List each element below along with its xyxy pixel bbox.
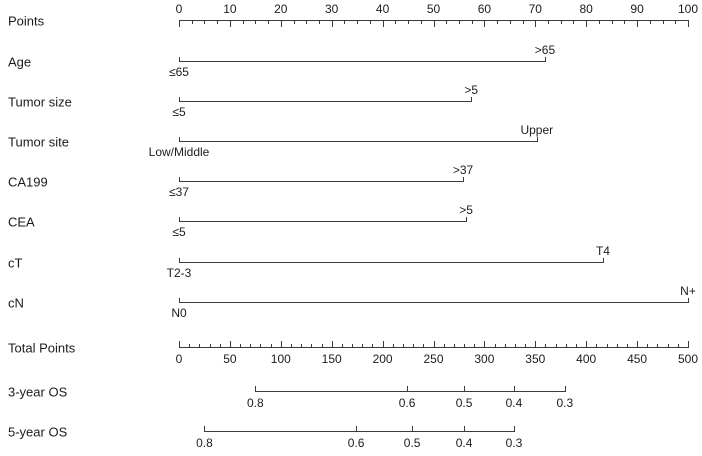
axis-tick-total-points: [352, 344, 353, 347]
prob-tick-os5: [514, 426, 515, 431]
axis-tick-points: [548, 21, 549, 24]
axis-tick-total-points: [383, 341, 384, 347]
axis-tick-total-points: [586, 341, 587, 347]
axis-tick-total-points: [678, 344, 679, 347]
cat-label-high-ct: T4: [595, 244, 610, 258]
axis-tick-points: [688, 21, 689, 27]
axis-tick-points: [624, 21, 625, 24]
prob-tick-os3: [407, 386, 408, 391]
cat-tick-age: [545, 57, 546, 61]
cat-tick-tumor-site: [537, 137, 538, 141]
axis-tick-total-points: [576, 344, 577, 347]
cat-label-high-tumor-site: Upper: [520, 123, 554, 137]
row-label-ct: cT: [8, 255, 23, 271]
cat-label-high-ca199: >37: [452, 163, 474, 177]
prob-tick-label-os3: 0.8: [247, 396, 264, 410]
prob-tick-os5: [464, 426, 465, 431]
axis-tick-label-total-points: 200: [372, 352, 393, 366]
axis-tick-label-points: 90: [630, 2, 644, 16]
axis-tick-points: [599, 21, 600, 24]
axis-tick-label-points: 50: [426, 2, 441, 16]
row-label-tumor-site: Tumor site: [8, 134, 69, 150]
prob-tick-label-os5: 0.4: [455, 436, 473, 450]
axis-tick-label-total-points: 250: [423, 352, 444, 366]
axis-tick-points: [217, 21, 218, 24]
axis-tick-total-points: [505, 344, 506, 347]
axis-tick-label-total-points: 150: [321, 352, 342, 366]
axis-tick-points: [586, 21, 587, 27]
axis-tick-total-points: [647, 344, 648, 347]
axis-tick-total-points: [535, 341, 536, 347]
row-label-os3: 3-year OS: [8, 384, 68, 400]
axis-tick-points: [383, 21, 384, 27]
axis-tick-total-points: [199, 344, 200, 347]
axis-tick-total-points: [668, 344, 669, 347]
axis-tick-total-points: [556, 344, 557, 347]
axis-tick-points: [319, 21, 320, 24]
row-label-cea: CEA: [8, 214, 35, 230]
axis-tick-total-points: [322, 344, 323, 347]
axis-tick-total-points: [444, 344, 445, 347]
prob-tick-os5: [356, 426, 357, 431]
cat-tick-ca199: [179, 177, 180, 181]
axis-tick-total-points: [342, 344, 343, 347]
axis-tick-points: [370, 21, 371, 24]
axis-tick-points: [650, 21, 651, 24]
cat-tick-tumor-size: [179, 97, 180, 101]
axis-tick-total-points: [617, 344, 618, 347]
cat-label-high-cn: N+: [680, 284, 696, 298]
cat-label-high-age: >65: [534, 43, 556, 57]
axis-tick-total-points: [179, 341, 180, 347]
cat-label-low-ct: T2-3: [166, 266, 192, 280]
prob-tick-label-os5: 0.5: [403, 436, 421, 450]
row-label-points: Points: [8, 13, 45, 29]
cat-tick-tumor-size: [471, 97, 472, 101]
axis-tick-total-points: [362, 344, 363, 347]
axis-tick-total-points: [607, 344, 608, 347]
axis-tick-total-points: [372, 344, 373, 347]
cat-line-ct: [179, 262, 604, 263]
axis-tick-points: [243, 21, 244, 24]
prob-tick-os3: [565, 386, 566, 391]
axis-tick-label-points: 70: [528, 2, 542, 16]
axis-tick-label-points: 30: [325, 2, 339, 16]
axis-tick-points: [472, 21, 473, 24]
axis-tick-total-points: [311, 344, 312, 347]
prob-tick-os3: [514, 386, 515, 391]
axis-line-total-points: [179, 347, 689, 348]
axis-tick-label-points: 20: [274, 2, 288, 16]
axis-tick-total-points: [474, 344, 475, 347]
axis-tick-total-points: [291, 344, 292, 347]
axis-tick-label-points: 80: [579, 2, 593, 16]
axis-tick-total-points: [434, 341, 435, 347]
axis-tick-total-points: [250, 344, 251, 347]
axis-tick-label-points: 0: [175, 2, 183, 16]
axis-tick-points: [306, 21, 307, 24]
row-label-cn: cN: [8, 295, 24, 311]
cat-label-high-tumor-size: >5: [464, 83, 478, 97]
prob-tick-label-os5: 0.3: [505, 436, 523, 450]
axis-tick-points: [497, 21, 498, 24]
cat-line-tumor-site: [179, 141, 538, 142]
axis-tick-points: [535, 21, 536, 27]
cat-label-low-age: ≤65: [169, 65, 189, 79]
axis-tick-total-points: [220, 344, 221, 347]
axis-tick-label-points: 100: [677, 2, 699, 16]
axis-tick-points: [637, 21, 638, 27]
prob-tick-os3: [464, 386, 465, 391]
axis-tick-total-points: [210, 344, 211, 347]
prob-tick-label-os3: 0.3: [556, 396, 574, 410]
axis-tick-label-total-points: 400: [576, 352, 597, 366]
axis-tick-total-points: [484, 341, 485, 347]
cat-label-low-tumor-size: ≤5: [172, 105, 186, 119]
row-label-tumor-size: Tumor size: [8, 94, 72, 110]
axis-tick-total-points: [332, 341, 333, 347]
cat-label-low-tumor-site: Low/Middle: [148, 145, 210, 159]
axis-tick-points: [434, 21, 435, 27]
cat-line-age: [179, 61, 546, 62]
axis-tick-label-total-points: 450: [627, 352, 648, 366]
axis-tick-points: [179, 21, 180, 27]
axis-tick-total-points: [393, 344, 394, 347]
axis-tick-points: [344, 21, 345, 24]
axis-tick-total-points: [413, 344, 414, 347]
axis-tick-label-total-points: 300: [474, 352, 495, 366]
axis-tick-points: [281, 21, 282, 27]
cat-tick-tumor-site: [179, 137, 180, 141]
prob-tick-label-os5: 0.8: [196, 436, 213, 450]
axis-tick-points: [421, 21, 422, 24]
cat-line-cn: [179, 302, 689, 303]
cat-label-low-cn: N0: [171, 306, 187, 320]
axis-tick-points: [573, 21, 574, 24]
cat-tick-cea: [466, 217, 467, 221]
axis-tick-total-points: [260, 344, 261, 347]
axis-tick-total-points: [525, 344, 526, 347]
axis-tick-label-points: 60: [477, 2, 492, 16]
axis-tick-total-points: [423, 344, 424, 347]
cat-line-tumor-size: [179, 101, 472, 102]
axis-tick-points: [395, 21, 396, 24]
axis-tick-points: [523, 21, 524, 24]
axis-tick-points: [663, 21, 664, 24]
axis-tick-total-points: [596, 344, 597, 347]
axis-tick-label-total-points: 0: [175, 352, 183, 366]
axis-tick-total-points: [495, 344, 496, 347]
prob-tick-os5: [204, 426, 205, 431]
axis-tick-total-points: [281, 341, 282, 347]
axis-tick-label-total-points: 350: [525, 352, 546, 366]
axis-tick-points: [332, 21, 333, 27]
row-label-total-points: Total Points: [8, 340, 76, 356]
axis-tick-points: [357, 21, 358, 24]
axis-tick-label-total-points: 100: [270, 352, 291, 366]
axis-tick-total-points: [230, 341, 231, 347]
cat-label-low-ca199: ≤37: [169, 185, 189, 199]
axis-tick-points: [675, 21, 676, 24]
axis-tick-points: [510, 21, 511, 24]
prob-tick-label-os3: 0.4: [505, 396, 523, 410]
axis-tick-points: [204, 21, 205, 24]
prob-tick-label-os5: 0.6: [347, 436, 365, 450]
axis-tick-total-points: [688, 341, 689, 347]
axis-tick-points: [459, 21, 460, 24]
cat-tick-cn: [688, 298, 689, 302]
axis-tick-total-points: [657, 344, 658, 347]
axis-tick-points: [484, 21, 485, 27]
axis-tick-label-total-points: 500: [677, 352, 699, 366]
cat-label-high-cea: >5: [459, 203, 473, 217]
row-label-os5: 5-year OS: [8, 424, 68, 440]
axis-tick-total-points: [454, 344, 455, 347]
axis-tick-label-points: 40: [375, 2, 390, 16]
axis-tick-total-points: [545, 344, 546, 347]
axis-tick-points: [255, 21, 256, 24]
axis-tick-total-points: [627, 344, 628, 347]
axis-tick-label-points: 10: [223, 2, 237, 16]
axis-tick-label-total-points: 50: [223, 352, 237, 366]
prob-line-os3: [255, 391, 565, 392]
axis-tick-points: [612, 21, 613, 24]
axis-tick-total-points: [566, 344, 567, 347]
cat-tick-ca199: [463, 177, 464, 181]
axis-tick-total-points: [515, 344, 516, 347]
row-label-ca199: CA199: [8, 174, 48, 190]
cat-tick-cea: [179, 217, 180, 221]
prob-tick-os3: [255, 386, 256, 391]
axis-tick-points: [408, 21, 409, 24]
axis-tick-total-points: [464, 344, 465, 347]
axis-tick-points: [294, 21, 295, 24]
axis-tick-points: [230, 21, 231, 27]
cat-label-low-cea: ≤5: [172, 225, 186, 239]
axis-tick-total-points: [240, 344, 241, 347]
axis-tick-total-points: [637, 341, 638, 347]
cat-tick-ct: [603, 258, 604, 262]
prob-tick-label-os3: 0.6: [398, 396, 416, 410]
prob-tick-label-os3: 0.5: [455, 396, 473, 410]
axis-tick-total-points: [301, 344, 302, 347]
axis-tick-points: [561, 21, 562, 24]
cat-tick-age: [179, 57, 180, 61]
cat-line-cea: [179, 221, 467, 222]
axis-tick-points: [192, 21, 193, 24]
axis-tick-points: [268, 21, 269, 24]
prob-line-os5: [204, 431, 514, 432]
row-label-age: Age: [8, 54, 32, 70]
axis-tick-total-points: [403, 344, 404, 347]
cat-tick-ct: [179, 258, 180, 262]
cat-tick-cn: [179, 298, 180, 302]
prob-tick-os5: [412, 426, 413, 431]
axis-tick-total-points: [271, 344, 272, 347]
axis-tick-total-points: [189, 344, 190, 347]
cat-line-ca199: [179, 181, 464, 182]
axis-tick-points: [446, 21, 447, 24]
